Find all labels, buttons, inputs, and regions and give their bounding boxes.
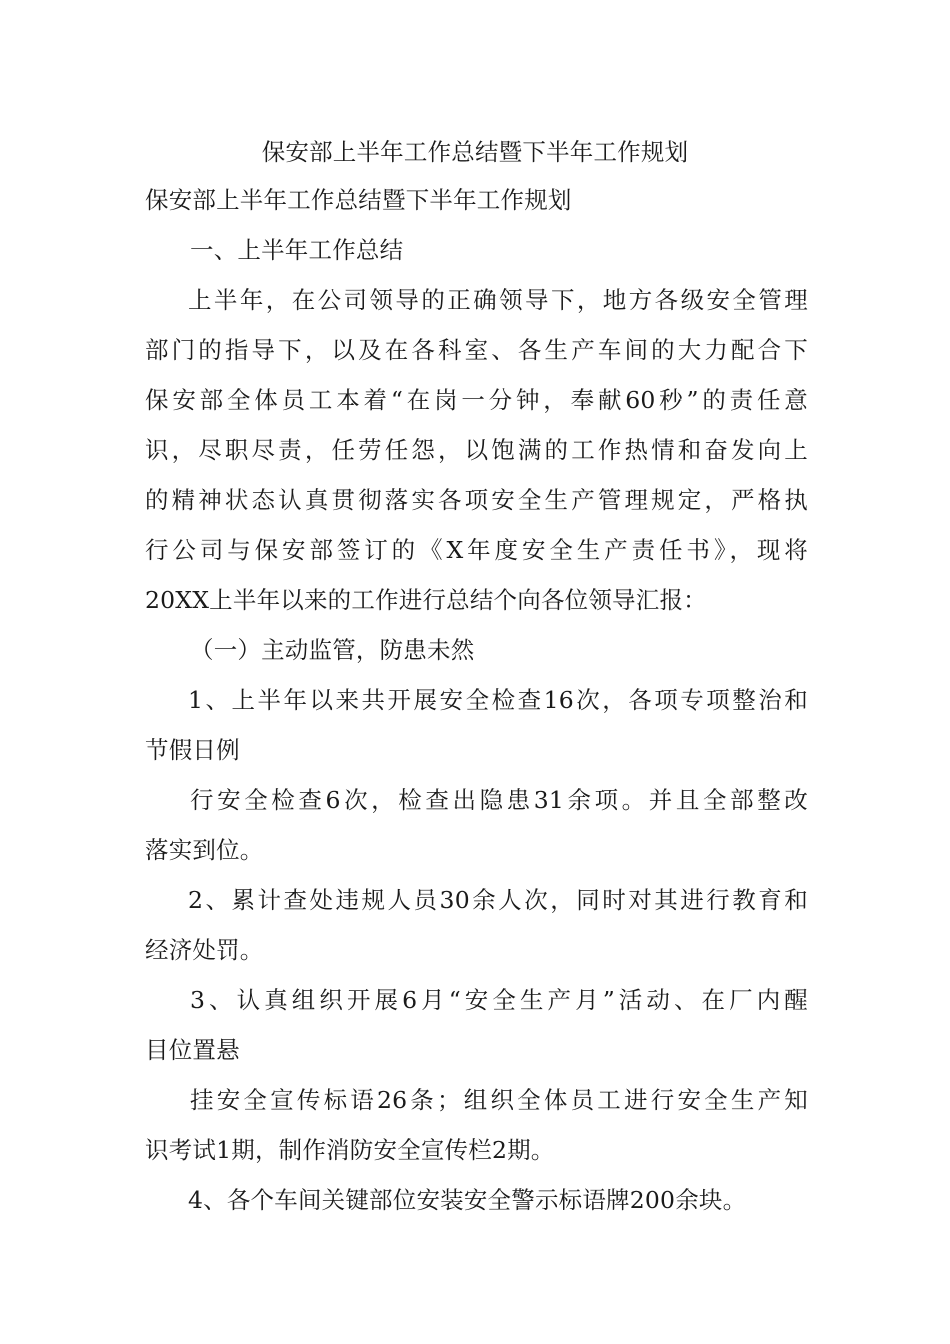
paragraph-line: 保安部全体员工本着“在岗一分钟，奉献60秒”的责任意 (145, 386, 808, 414)
paragraph-line: 上半年，在公司领导的正确领导下，地方各级安全管理 (188, 286, 808, 314)
paragraph-line: 的精神状态认真贯彻落实各项安全生产管理规定，严格执 (145, 486, 808, 514)
paragraph-line: 20XX上半年以来的工作进行总结个向各位领导汇报： (145, 586, 707, 614)
section-heading: 一、上半年工作总结 (190, 236, 404, 264)
list-item-line: 落实到位。 (145, 836, 264, 864)
document-title: 保安部上半年工作总结暨下半年工作规划 (261, 138, 689, 166)
paragraph-line: 部门的指导下，以及在各科室、各生产车间的大力配合下 (145, 336, 808, 364)
list-item-line: 挂安全宣传标语26条；组织全体员工进行安全生产知 (190, 1086, 808, 1114)
list-item-line: 目位置悬 (145, 1036, 240, 1064)
subsection-heading: （一）主动监管，防患未然 (190, 636, 475, 664)
list-item-line: 识考试1期，制作消防安全宣传栏2期。 (145, 1136, 555, 1164)
list-item-line: 4、各个车间关键部位安装安全警示标语牌200余块。 (188, 1186, 747, 1214)
list-item-line: 行安全检查6次，检查出隐患31余项。并且全部整改 (190, 786, 808, 814)
subtitle-line: 保安部上半年工作总结暨下半年工作规划 (145, 186, 572, 214)
paragraph-line: 识，尽职尽责，任劳任怨，以饱满的工作热情和奋发向上 (145, 436, 808, 464)
list-item-line: 节假日例 (145, 736, 240, 764)
list-item-line: 3、认真组织开展6月“安全生产月”活动、在厂内醒 (190, 986, 808, 1014)
paragraph-line: 行公司与保安部签订的《X年度安全生产责任书》，现将 (145, 536, 808, 564)
list-item-line: 2、累计查处违规人员30余人次，同时对其进行教育和 (188, 886, 808, 914)
list-item-line: 经济处罚。 (145, 936, 264, 964)
list-item-line: 1、上半年以来共开展安全检查16次，各项专项整治和 (188, 686, 808, 714)
